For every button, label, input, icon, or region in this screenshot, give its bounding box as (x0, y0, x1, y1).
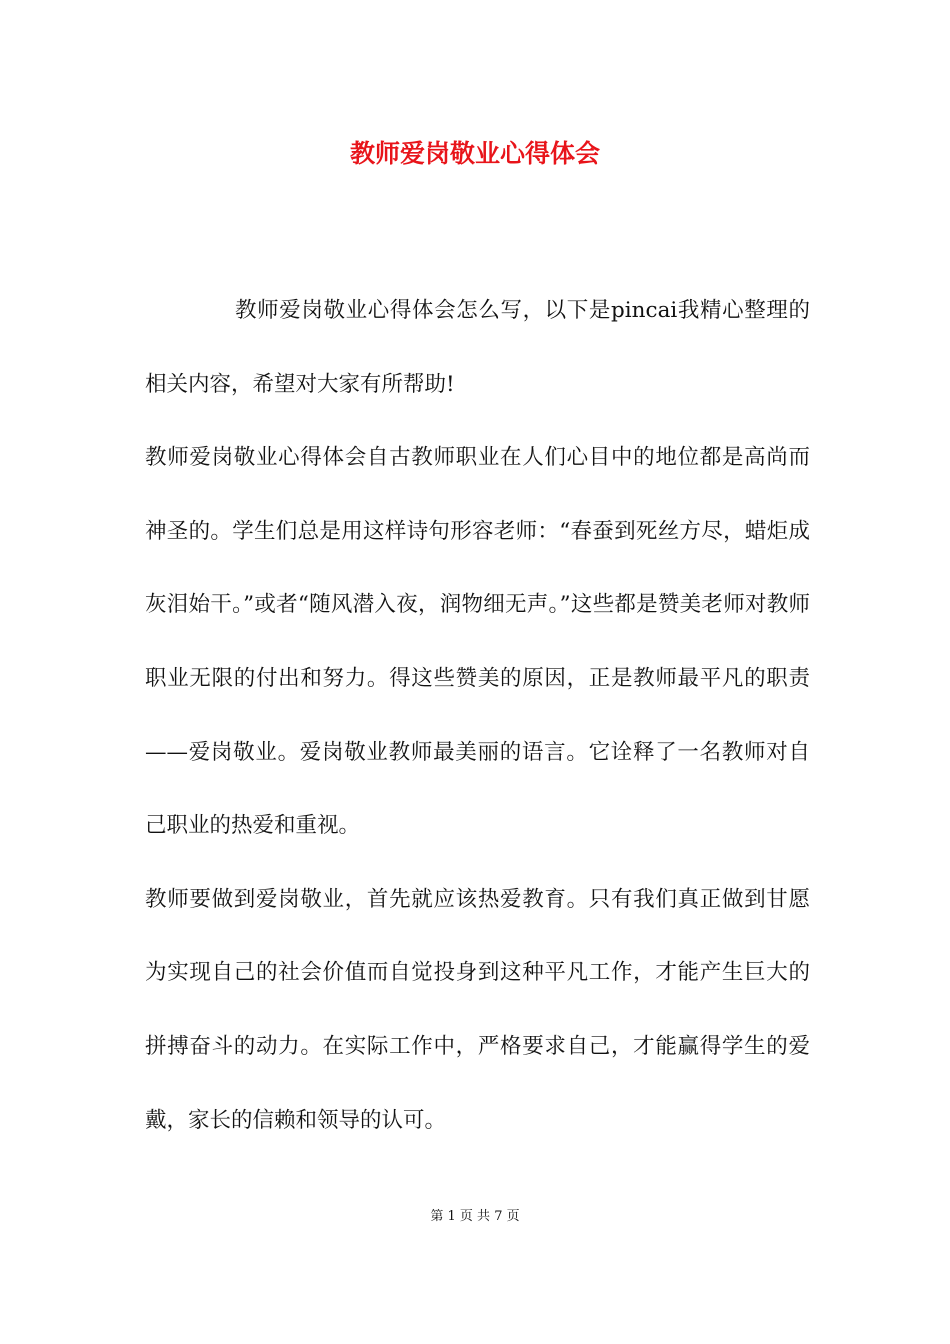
body-paragraph-1: 教师爱岗敬业心得体会自古教师职业在人们心目中的地位都是高尚而神圣的。学生们总是用这样诗句形容老师：“春蚕到死丝方尽，蜡炬成灰泪始干。”或者“随风潜入夜，润物细无声。”这些都是赞美老师对教师职业无限的付出和努力。得这些赞美的原因，正是教师最平凡的职责——爱岗敬业。爱岗敬业教师最美丽的语言。它诠释了一名教师对自己职业的热爱和重视。 (145, 445, 810, 839)
document-title: 教师爱岗敬业心得体会 (349, 139, 600, 168)
body-paragraph-2: 教师要做到爱岗敬业，首先就应该热爱教育。只有我们真正做到甘愿为实现自己的社会价值而自觉投身到这种平凡工作，才能产生巨大的拼搏奋斗的动力。在实际工作中，严格要求自己，才能赢得学生的爱戴，家长的信赖和领导的认可。 (145, 886, 810, 1133)
intro-paragraph: 教师爱岗敬业心得体会怎么写，以下是pincai我精心整理的相关内容，希望对大家有所帮助! (145, 298, 810, 397)
document-body (145, 274, 810, 1157)
page-number-footer: 第 1 页 共 7 页 (430, 1209, 520, 1224)
